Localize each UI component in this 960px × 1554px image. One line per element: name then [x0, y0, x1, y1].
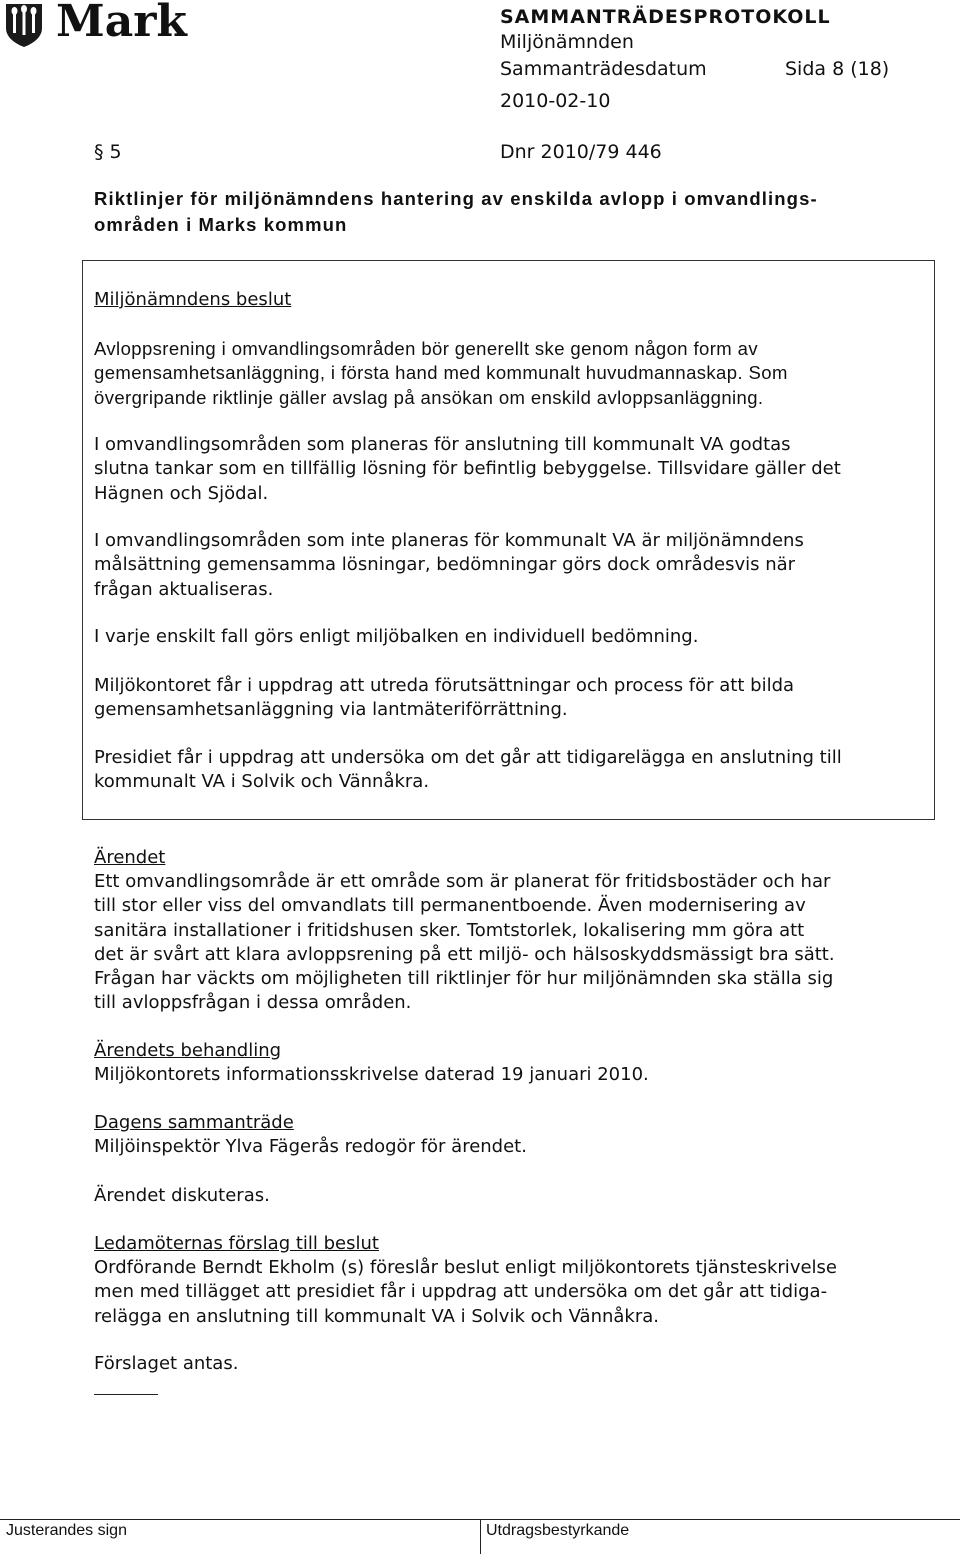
text-line: I omvandlingsområden som planeras för anslutning till kommunalt VA godtas [94, 434, 791, 455]
decision-paragraph-2 [94, 433, 934, 506]
proposal-heading: Ledamöternas förslag till beslut [94, 1233, 379, 1254]
meeting-heading: Dagens sammanträde [94, 1112, 294, 1133]
decision-paragraph-1 [94, 337, 934, 410]
committee-name: Miljönämnden [500, 31, 634, 53]
document-type: SAMMANTRÄDESPROTOKOLL [500, 6, 831, 28]
handling-heading: Ärendets behandling [94, 1040, 282, 1061]
section-title [94, 186, 924, 238]
meeting-text: Miljöinspektör Ylva Fägerås redogör för ärendet. [94, 1136, 527, 1157]
decision-paragraph-5 [94, 674, 934, 723]
text-line: kommunalt VA i Solvik och Vännåkra. [94, 771, 430, 793]
text-line: sanitära installationer i fritidshusen sker. Tomtstorlek, lokalisering mm göra att [94, 919, 805, 941]
text-line: gemensamhetsanläggning, i första hand med kommunalt huvudmannaskap. Som [94, 362, 788, 384]
decision-paragraph-3 [94, 529, 934, 602]
section-end-rule [94, 1394, 158, 1395]
text-line: det är svårt att klara avloppsrening på ett miljö- och hälsoskyddsmässigt bra sätt. [94, 943, 835, 965]
logo-wordmark: Mark [56, 0, 187, 47]
text-line: I omvandlingsområden som inte planeras för kommunalt VA är miljönämndens [94, 530, 804, 551]
decision-heading: Miljönämndens beslut [94, 289, 292, 310]
decision-paragraph-4 [94, 625, 934, 649]
municipality-crest-icon [4, 2, 44, 48]
text-line: Ett omvandlingsområde är ett område som är planerat för fritidsbostäder och har [94, 871, 831, 892]
text-line: målsättning gemensamma lösningar, bedömningar görs dock områdesvis när [94, 554, 796, 576]
page-indicator: Sida 8 (18) [785, 58, 890, 80]
text-line: Miljökontoret får i uppdrag att utreda förutsättningar och process för att bilda [94, 675, 795, 696]
text-line: Ordförande Berndt Ekholm (s) föreslår beslut enligt miljökontorets tjänsteskrivelse [94, 1257, 837, 1278]
text-line: slutna tankar som en tillfällig lösning för befintlig bebyggelse. Tillsvidare gäller det [94, 458, 841, 480]
section-title-line: områden i Marks kommun [94, 214, 348, 235]
text-line: I varje enskilt fall görs enligt miljöbalken en individuell bedömning. [94, 626, 699, 647]
meeting-date-label: Sammanträdesdatum [500, 58, 707, 80]
footer-divider [480, 1519, 481, 1554]
footer-adjusters-signature: Justerandes sign [6, 1522, 127, 1539]
text-line: men med tillägget att presidiet får i uppdrag att undersöka om det går att tidiga- [94, 1281, 828, 1303]
case-description [94, 870, 934, 1016]
proposal-text [94, 1256, 934, 1329]
case-heading: Ärendet [94, 847, 166, 868]
proposal-adopted: Förslaget antas. [94, 1353, 239, 1374]
decision-paragraph-6 [94, 746, 934, 795]
text-line: till stor eller viss del omvandlats till permanentboende. Även modernisering av [94, 895, 806, 917]
text-line: övergripande riktlinje gäller avslag på ansökan om enskild avloppsanläggning. [94, 386, 764, 408]
meeting-text-discussion: Ärendet diskuteras. [94, 1185, 270, 1206]
handling-text: Miljökontorets informationsskrivelse daterad 19 januari 2010. [94, 1064, 649, 1085]
section-number: § 5 [94, 141, 122, 163]
text-line: till avloppsfrågan i dessa områden. [94, 992, 412, 1014]
text-line: Frågan har väckts om möjligheten till riktlinjer för hur miljönämnden ska ställa sig [94, 968, 834, 990]
meeting-date: 2010-02-10 [500, 90, 611, 112]
section-title-line: Riktlinjer för miljönämndens hantering av enskilda avlopp i omvandlings- [94, 188, 818, 209]
text-line: Presidiet får i uppdrag att undersöka om det går att tidigarelägga en anslutning till [94, 747, 842, 768]
case-number: Dnr 2010/79 446 [500, 141, 662, 163]
text-line: Hägnen och Sjödal. [94, 482, 269, 504]
text-line: frågan aktualiseras. [94, 578, 274, 600]
footer-extract-certification: Utdragsbestyrkande [486, 1522, 630, 1539]
text-line: gemensamhetsanläggning via lantmäteriförrättning. [94, 699, 568, 721]
text-line: Avloppsrening i omvandlingsområden bör generellt ske genom någon form av [94, 338, 758, 359]
text-line: relägga en anslutning till kommunalt VA i Solvik och Vännåkra. [94, 1305, 660, 1327]
